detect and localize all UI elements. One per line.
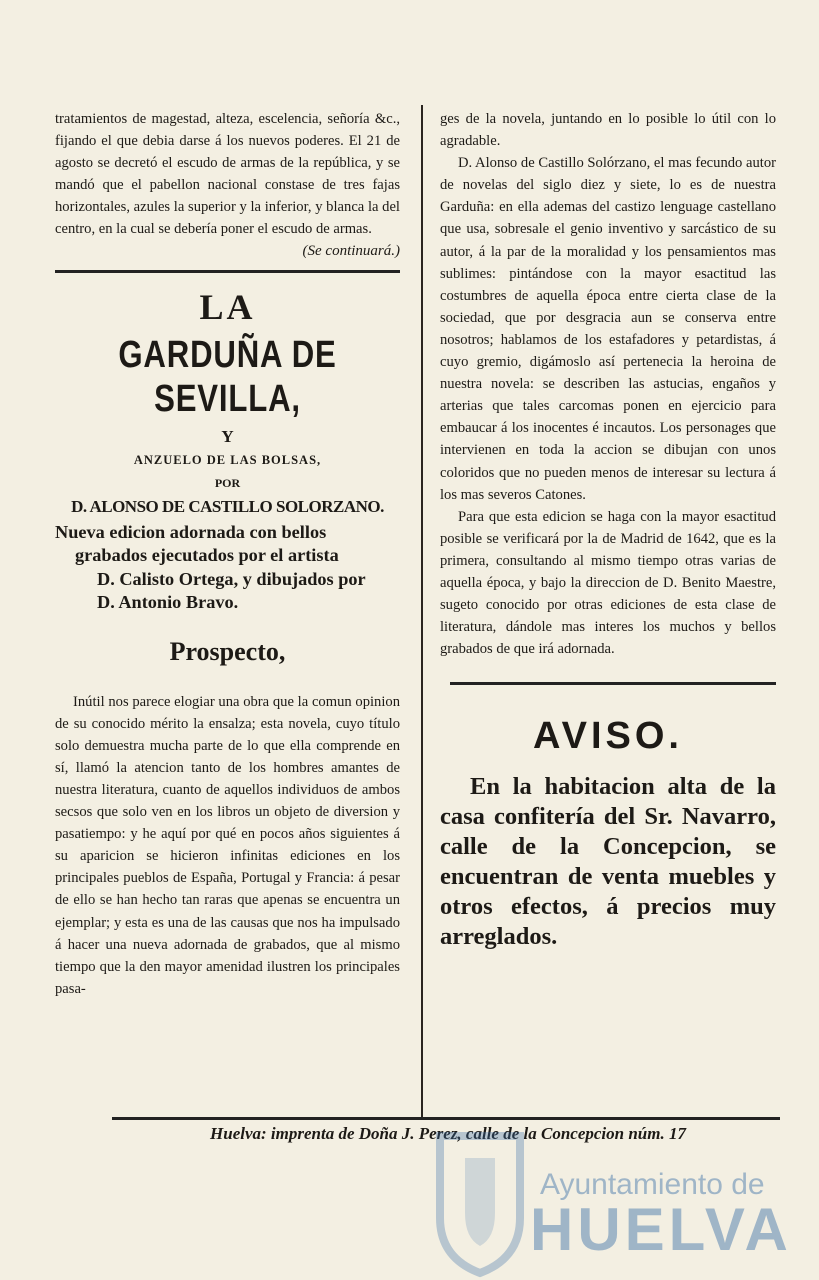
- aviso-divider: [450, 682, 776, 685]
- continuation-paragraph-right: ges de la novela, juntando en lo posible lo útil con lo agradable.: [440, 111, 776, 150]
- prospecto-paragraph: Inútil nos parece elogiar una obra que la comun opinion de su conocido mérito la ensalza; esta novela, cuyo título solo demuestra mucha parte de lo que ella comprende en sí, llamó la atencion tanto de los hombres amantes de nuestra literatura, cuanto de aquellos individuos de ambos secsos que solo ven en los libros un objeto de diversion y pasatiempo: y he aquí por qué en pocos años siguientes á su aparicion se hicieron infinitas ediciones en los principales pueblos de España, Portugal y Francia: á pesar de ello se han hecho tan raras que apenas se encuentra un ejemplar; y esta es una de las causas que nos ha impulsado á hacer una nueva adornada de grabados, que al mismo tiempo que la den mayor amenidad ilustren los principales pasa-: [55, 693, 400, 997]
- subtitle: ANZUELO DE LAS BOLSAS,: [133, 452, 322, 467]
- footer-divider: [112, 1117, 780, 1120]
- aviso-paragraph: En la habitacion alta de la casa confitería del Sr. Navarro, calle de la Concepcion, se encuentran de venta muebles y otros efectos, á precios muy arreglados.: [440, 773, 776, 951]
- continuation-paragraph: tratamientos de magestad, alteza, escelencia, señoría &c., fijando el que debia darse á los nuevos poderes. El 21 de agosto se decretó el escudo de armas de la república, y se mandó que el pabellon nacional constase de tres fajas horizontales, azules la superior y la inferior, y blanca la del centro, en la cual se debería poner el escudo de armas.: [55, 111, 400, 238]
- left-column: [55, 108, 400, 1000]
- edition-line: D. Antonio Bravo.: [97, 592, 239, 613]
- title-la: LA: [199, 286, 256, 327]
- edition-paragraph: Para que esta edicion se haga con la mayor esactitud posible se verificará por la de Madrid de 1642, que es la primera, consultando al mismo tiempo otras varias de aquella época, y bajo la direccion de D. Benito Maestre, sugeto conocido por otras ediciones de esta clase de literatura, dándole mas interes los muchos y bellos grabados de que irá adornada.: [440, 508, 776, 658]
- edition-line: Nueva edicion adornada con bellos: [55, 521, 327, 542]
- prospecto-heading: Prospecto,: [169, 636, 286, 666]
- author-paragraph: D. Alonso de Castillo Solórzano, el mas fecundo autor de novelas del siglo diez y siete, lo es de nuestra Garduña: en ella ademas del castizo lenguage castellano que usa, sobresale el genio inventivo y sarcástico de su autor, á la par de la moralidad y los pensamientos mas sublimes: pintándose con la mayor esactitud las costumbres de aquella época entre cierta clase de la sociedad, que por desgracia aun se conserva entre nosotros; hablamos de los estafadores y petardistas, á cuyo gremio, digámoslo así pertenecia la heroina de nuestra novela: se describen las astucias, engaños y arterias que tales carcomas ponen en ejercicio para embaucar á los inocentes é incautos. Los personages que intervienen en toda la accion se dibujan con unos coloridos que no pueden menos de interesar su lectura á los mas severos Catones.: [440, 155, 776, 503]
- imprint-footer: Huelva: imprenta de Doña J. Perez, calle de la Concepcion núm. 17: [210, 1124, 686, 1143]
- column-divider: [421, 105, 423, 1120]
- title-main: GARDUÑA DE SEVILLA,: [118, 333, 337, 420]
- watermark-line2: HUELVA: [530, 1196, 792, 1263]
- watermark-line1: Ayuntamiento de: [540, 1168, 765, 1201]
- title-y: Y: [221, 426, 234, 446]
- author-name: D. ALONSO DE CASTILLO SOLORZANO.: [71, 496, 384, 516]
- por-label: POR: [214, 475, 241, 490]
- se-continuara: (Se continuará.): [302, 242, 400, 259]
- right-column: [440, 108, 776, 952]
- edition-note: [55, 521, 400, 615]
- section-divider: [55, 270, 400, 273]
- aviso-heading: AVISO.: [533, 715, 683, 758]
- edition-line: grabados ejecutados por el artista: [75, 545, 339, 566]
- edition-line: D. Calisto Ortega, y dibujados por: [97, 568, 366, 589]
